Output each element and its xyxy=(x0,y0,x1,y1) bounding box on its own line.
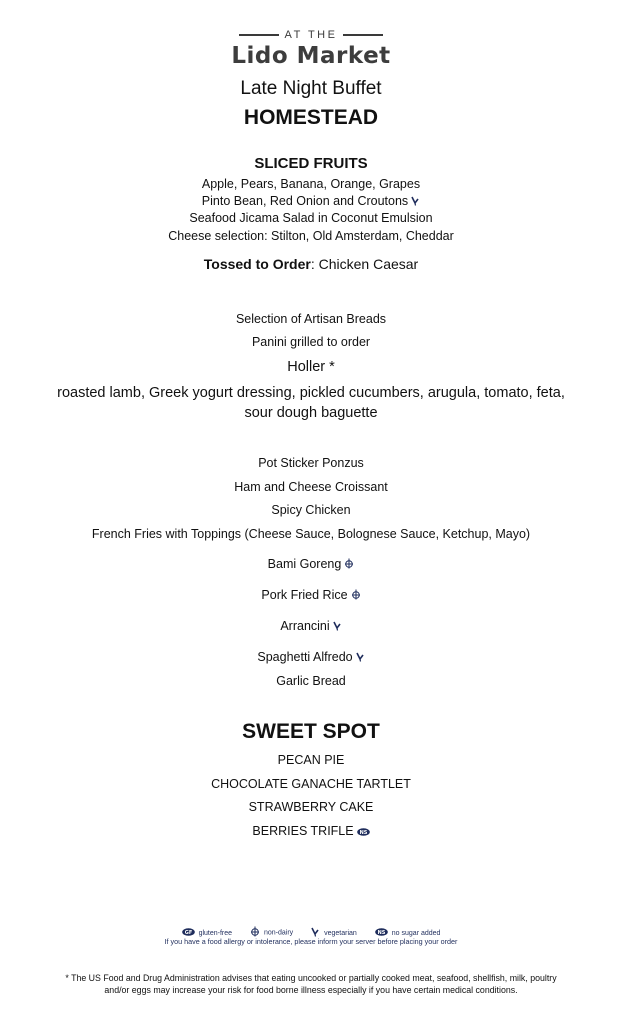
menu-item-label: French Fries with Toppings (Cheese Sauce, Bolognese Sauce, Ketchup, Mayo) xyxy=(91,527,531,541)
brand-top xyxy=(0,26,622,42)
menu-item-label: STRAWBERRY CAKE xyxy=(248,800,374,814)
menu-heading: HOMESTEAD xyxy=(243,106,379,129)
menu-item xyxy=(0,527,622,541)
legend-no-sugar-added xyxy=(375,928,441,938)
fda-disclaimer xyxy=(0,972,622,996)
menu-item-label: Ham and Cheese Croissant xyxy=(234,480,388,494)
allergy-note: If you have a food allergy or intolerance, please inform your server before placing your order xyxy=(164,937,458,946)
menu-item xyxy=(0,194,622,209)
menu-item-label: Cheese selection: Stilton, Old Amsterdam, Cheddar xyxy=(168,229,454,243)
menu-item-label: PECAN PIE xyxy=(277,753,345,767)
menu-item xyxy=(0,456,622,470)
no-sugar-added-icon xyxy=(375,928,388,938)
menu-item xyxy=(0,503,622,517)
legend-gluten-free xyxy=(182,928,232,938)
holler-description: roasted lamb, Greek yogurt dressing, pickled cucumbers, arugula, tomato, feta, xyxy=(57,385,565,401)
menu-item: Panini grilled to order xyxy=(251,335,371,349)
brand-top-text: AT THE xyxy=(284,28,338,41)
legend-label: vegetarian xyxy=(324,929,357,937)
menu-item xyxy=(0,557,622,572)
menu-item-label: Pot Sticker Ponzus xyxy=(258,456,364,470)
section-title-sweet-spot: SWEET SPOT xyxy=(242,720,380,743)
holler-description: sour dough baguette xyxy=(244,405,378,421)
dessert-item xyxy=(0,800,622,814)
menu-item-label: Arrancini xyxy=(280,619,330,633)
vegetarian-icon xyxy=(411,195,420,209)
brand-rule-left xyxy=(239,34,279,36)
menu-item-label: Pork Fried Rice xyxy=(261,588,348,602)
tossed-label: Tossed to Order xyxy=(203,256,311,272)
holler-title: Holler * xyxy=(287,359,335,375)
menu-item xyxy=(0,619,622,634)
menu-item-label: CHOCOLATE GANACHE TARTLET xyxy=(211,777,411,791)
svg-text:GF: GF xyxy=(184,929,192,936)
tossed-to-order xyxy=(0,256,622,272)
menu-item-label: Apple, Pears, Banana, Orange, Grapes xyxy=(201,177,421,191)
dessert-item xyxy=(0,824,622,839)
brand-name: Lido Market xyxy=(231,43,391,69)
dessert-item xyxy=(0,777,622,791)
vegetarian-icon xyxy=(333,620,342,634)
no-sugar-added-icon xyxy=(357,825,370,839)
menu-item xyxy=(0,674,622,688)
svg-text:NS: NS xyxy=(359,829,367,836)
non-dairy-icon xyxy=(344,558,354,572)
menu-item-label: Bami Goreng xyxy=(267,557,342,571)
section-title-sliced-fruits: SLICED FRUITS xyxy=(254,155,368,172)
menu-item xyxy=(0,211,622,225)
vegetarian-icon xyxy=(356,651,365,665)
non-dairy-icon xyxy=(351,589,361,603)
menu-item xyxy=(0,177,622,191)
legend-label: no sugar added xyxy=(391,929,441,937)
menu-item xyxy=(0,480,622,494)
menu-item xyxy=(0,229,622,243)
tossed-value: : Chicken Caesar xyxy=(310,256,419,272)
menu-item-label: Seafood Jicama Salad in Coconut Emulsion xyxy=(189,211,433,225)
menu-subtitle: Late Night Buffet xyxy=(240,78,382,99)
menu-item-label: Garlic Bread xyxy=(276,674,346,688)
gluten-free-icon xyxy=(182,928,195,938)
legend-label: gluten-free xyxy=(198,929,233,937)
menu-item xyxy=(0,588,622,603)
disclaimer-line: and/or eggs may increase your risk for food borne illness especially if you have certain medical conditions. xyxy=(104,985,518,995)
brand-rule-right xyxy=(343,34,383,36)
menu-item xyxy=(0,650,622,665)
menu-item: Selection of Artisan Breads xyxy=(235,312,387,326)
menu-item-label: Spicy Chicken xyxy=(271,503,351,517)
menu-item-label: Spaghetti Alfredo xyxy=(257,650,353,664)
menu-item-label: BERRIES TRIFLE xyxy=(252,824,354,838)
legend-label: non-dairy xyxy=(263,929,294,937)
dessert-item xyxy=(0,753,622,767)
disclaimer-line: * The US Food and Drug Administration advises that eating uncooked or partially cooked meat, seafood, shellfish, milk, poultry xyxy=(65,973,557,983)
svg-text:NS: NS xyxy=(377,929,386,936)
menu-item-label: Pinto Bean, Red Onion and Croutons xyxy=(201,194,409,208)
